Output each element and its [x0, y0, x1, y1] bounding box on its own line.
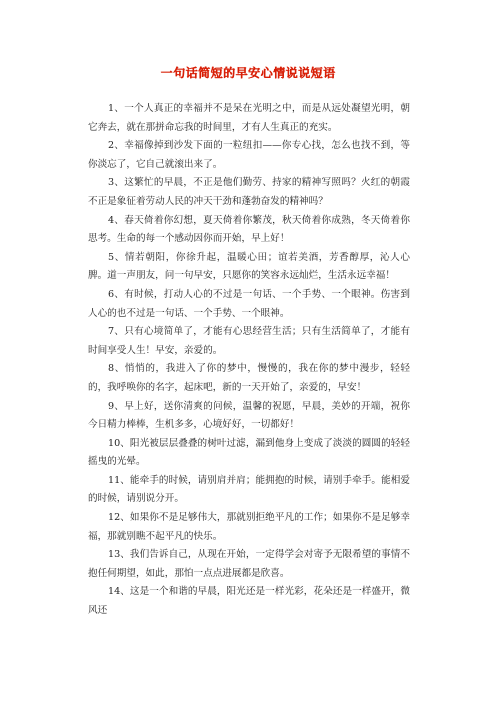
paragraph-8: 8、悄悄的，我进入了你的梦中，慢慢的，我在你的梦中漫步，轻轻的，我呼唤你的名字，起床吧，新的一天开始了，亲爱的，早安！ [88, 363, 410, 393]
paragraph-5: 5、情若朝阳，你徐升起，温暖心田；谊若美酒，芳香醇厚，沁人心脾。道一声朋友，问一句早安，只愿你的笑容永远灿烂，生活永远幸福！ [88, 251, 410, 282]
paragraph-10: 10、阳光被层层叠叠的树叶过滤，漏到他身上变成了淡淡的圆圆的轻轻摇曳的光晕。 [88, 437, 410, 468]
paragraph-1: 1、一个人真正的幸福并不是呆在光明之中，而是从远处凝望光明，朝它奔去，就在那拼命忘我的时间里，才有人生真正的充实。 [88, 103, 410, 133]
paragraph-12: 12、如果你不是足够伟大，那就别拒绝平凡的工作；如果你不是足够幸福，那就别瞧不起平凡的快乐。 [88, 512, 410, 542]
paragraph-6: 6、有时候，打动人心的不过是一句话、一个手势、一个眼神。伤害到人心的也不过是一句话、一个手势、一个眼神。 [88, 288, 410, 319]
paragraph-2: 2、幸福像掉到沙发下面的一粒纽扣——你专心找，怎么也找不到，等你淡忘了，它自己就滚出来了。 [88, 140, 410, 170]
paragraph-14: 14、这是一个和谐的早晨，阳光还是一样光彩，花朵还是一样盛开，微风还 [88, 586, 410, 617]
document-body [88, 100, 410, 621]
paragraph-3: 3、这繁忙的早晨，不正是他们勤劳、持家的精神写照吗？火红的朝霞不正是象征着劳动人民的冲天干劲和蓬勃奋发的精神吗？ [88, 177, 410, 207]
paragraph-9: 9、早上好，送你清爽的问候，温馨的祝愿，早晨，美妙的开端，祝你今日精力棒棒，生机多多，心境好好，一切都好！ [88, 400, 410, 431]
document-title: 一句话简短的早安心情说说短语 [160, 66, 336, 80]
paragraph-4: 4、春天倚着你幻想，夏天倚着你繁茂，秋天倚着你成熟，冬天倚着你思考。生命的每一个感动因你而开始，早上好！ [88, 214, 410, 245]
paragraph-11: 11、能牵手的时候，请别肩并肩；能拥抱的时候，请别手牵手。能相爱的时候，请别说分开。 [88, 474, 410, 505]
paragraph-7: 7、只有心境简单了，才能有心思经营生活；只有生活简单了，才能有时间享受人生！早安，亲爱的。 [88, 326, 410, 356]
paragraph-13: 13、我们告诉自己，从现在开始，一定得学会对寄予无限希望的事情不抱任何期望，如此，那怕一点点进展都是欣喜。 [88, 549, 410, 579]
